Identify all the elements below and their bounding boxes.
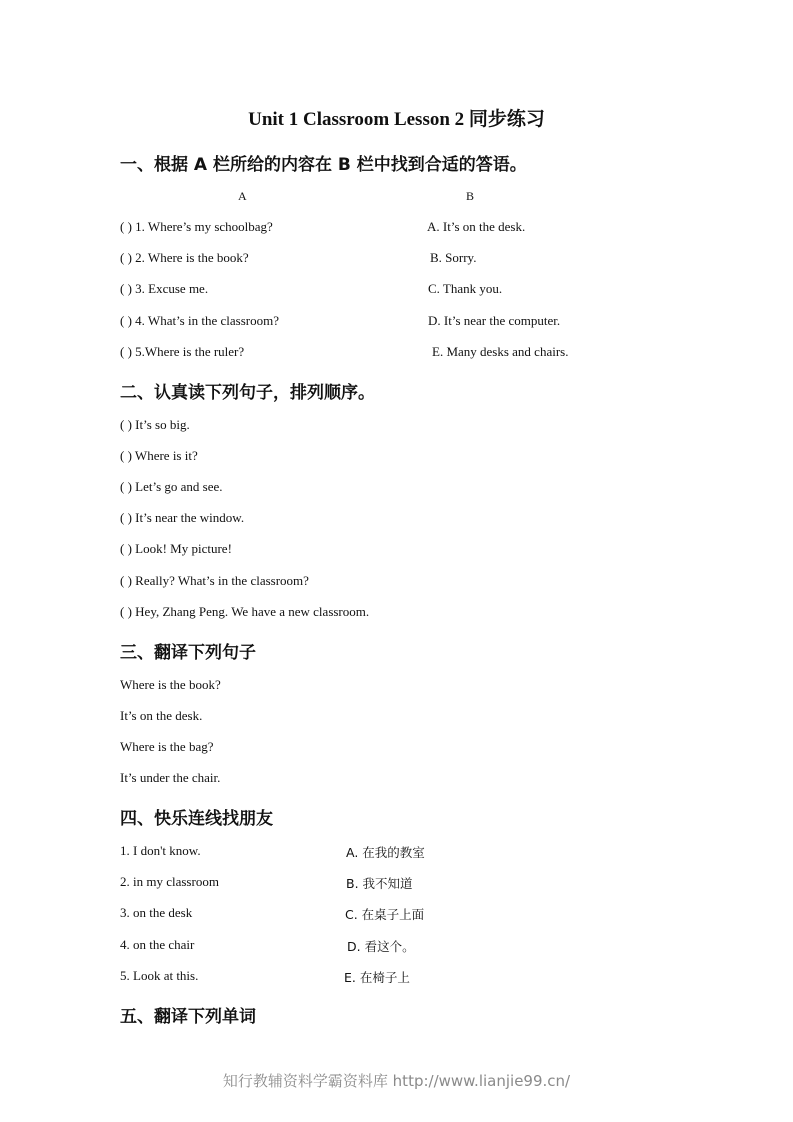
order-sentence-5: ( ) Look! My picture! — [120, 541, 232, 556]
link-item-4: 4. on the chair — [120, 937, 195, 952]
column-a-header: A — [238, 189, 247, 203]
link-item-5: 5. Look at this. — [120, 968, 199, 983]
matching-answer-e: E. Many desks and chairs. — [432, 344, 569, 359]
translate-sentence-3: Where is the bag? — [120, 739, 214, 754]
order-sentence-2: ( ) Where is it? — [120, 448, 198, 463]
order-sentence-6: ( ) Really? What’s in the classroom? — [120, 573, 309, 588]
link-option-e: E. 在椅子上 — [344, 970, 410, 985]
section-3-heading: 三、翻译下列句子 — [120, 643, 256, 663]
link-item-1: 1. I don't know. — [120, 843, 201, 858]
link-item-3: 3. on the desk — [120, 905, 193, 920]
link-option-d: D. 看这个。 — [347, 939, 415, 954]
order-sentence-1: ( ) It’s so big. — [120, 417, 190, 432]
translate-sentence-4: It’s under the chair. — [120, 770, 221, 785]
section-1-heading: 一、根据 A 栏所给的内容在 B 栏中找到合适的答语。 — [120, 155, 527, 175]
matching-question-1: ( ) 1. Where’s my schoolbag? — [120, 219, 273, 234]
link-option-a: A. 在我的教室 — [346, 845, 425, 860]
matching-answer-c: C. Thank you. — [428, 281, 503, 296]
matching-answer-a: A. It’s on the desk. — [427, 219, 526, 234]
order-sentence-7: ( ) Hey, Zhang Peng. We have a new classroom. — [120, 604, 370, 619]
translate-sentence-1: Where is the book? — [120, 677, 221, 692]
matching-question-2: ( ) 2. Where is the book? — [120, 250, 249, 265]
matching-question-3: ( ) 3. Excuse me. — [120, 281, 209, 296]
order-sentence-3: ( ) Let’s go and see. — [120, 479, 223, 494]
translate-sentence-2: It’s on the desk. — [120, 708, 203, 723]
order-sentence-4: ( ) It’s near the window. — [120, 510, 245, 525]
page-title: Unit 1 Classroom Lesson 2 同步练习 — [248, 109, 545, 130]
matching-question-5: ( ) 5.Where is the ruler? — [120, 344, 245, 359]
link-option-b: B. 我不知道 — [346, 876, 413, 891]
section-2-heading: 二、认真读下列句子，排列顺序。 — [120, 383, 375, 403]
section-5-heading: 五、翻译下列单词 — [120, 1007, 256, 1027]
section-4-heading: 四、快乐连线找朋友 — [120, 809, 273, 829]
link-option-c: C. 在桌子上面 — [345, 907, 425, 922]
matching-answer-b: B. Sorry. — [430, 250, 477, 265]
link-item-2: 2. in my classroom — [120, 874, 219, 889]
matching-question-4: ( ) 4. What’s in the classroom? — [120, 313, 279, 328]
footer-watermark: 知行教辅资料学霸资料库 http://www.lianjie99.cn/ — [222, 1072, 571, 1090]
matching-answer-d: D. It’s near the computer. — [428, 313, 561, 328]
column-b-header: B — [466, 189, 475, 203]
